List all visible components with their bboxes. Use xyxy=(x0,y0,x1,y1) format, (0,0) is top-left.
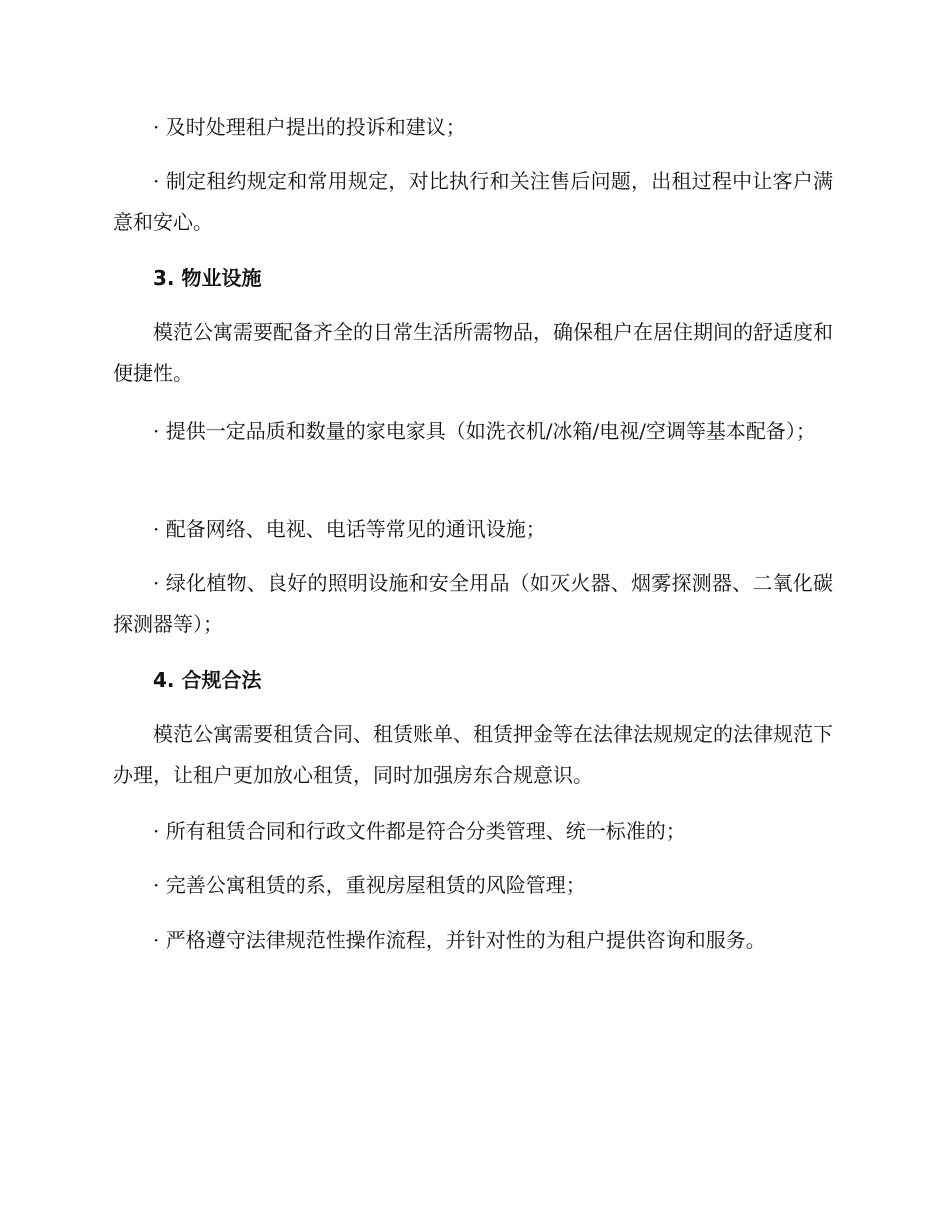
bullet-communications: · 配备网络、电视、电话等常见的通讯设施； xyxy=(153,517,546,541)
bullet-safety: · 绿化植物、良好的照明设施和安全用品（如灭火器、烟雾探测器、二氧化碳探测器等）； xyxy=(113,571,833,636)
section-heading-compliance: 4. 合规合法 xyxy=(153,668,262,692)
bullet-procedures: · 严格遵守法律规范性操作流程，并针对性的为租户提供咨询和服务。 xyxy=(153,928,766,952)
bullet-appliances: · 提供一定品质和数量的家电家具（如洗衣机/冰箱/电视/空调等基本配备）； xyxy=(153,419,816,443)
compliance-intro: 模范公寓需要租赁合同、租赁账单、租赁押金等在法律法规规定的法律规范下办理，让租户更加放心租赁，同时加强房东合规意识。 xyxy=(113,722,833,787)
bullet-risk-management: · 完善公寓租赁的系，重视房屋租赁的风险管理； xyxy=(153,873,586,897)
facilities-intro: 模范公寓需要配备齐全的日常生活所需物品，确保租户在居住期间的舒适度和便捷性。 xyxy=(113,320,833,385)
section-heading-facilities: 3. 物业设施 xyxy=(153,266,262,290)
bullet-complaints: · 及时处理租户提出的投诉和建议； xyxy=(153,115,466,139)
bullet-lease-rules: · 制定租约规定和常用规定，对比执行和关注售后问题，出租过程中让客户满意和安心。 xyxy=(113,169,833,234)
bullet-contracts: · 所有租赁合同和行政文件都是符合分类管理、统一标准的； xyxy=(153,819,686,843)
